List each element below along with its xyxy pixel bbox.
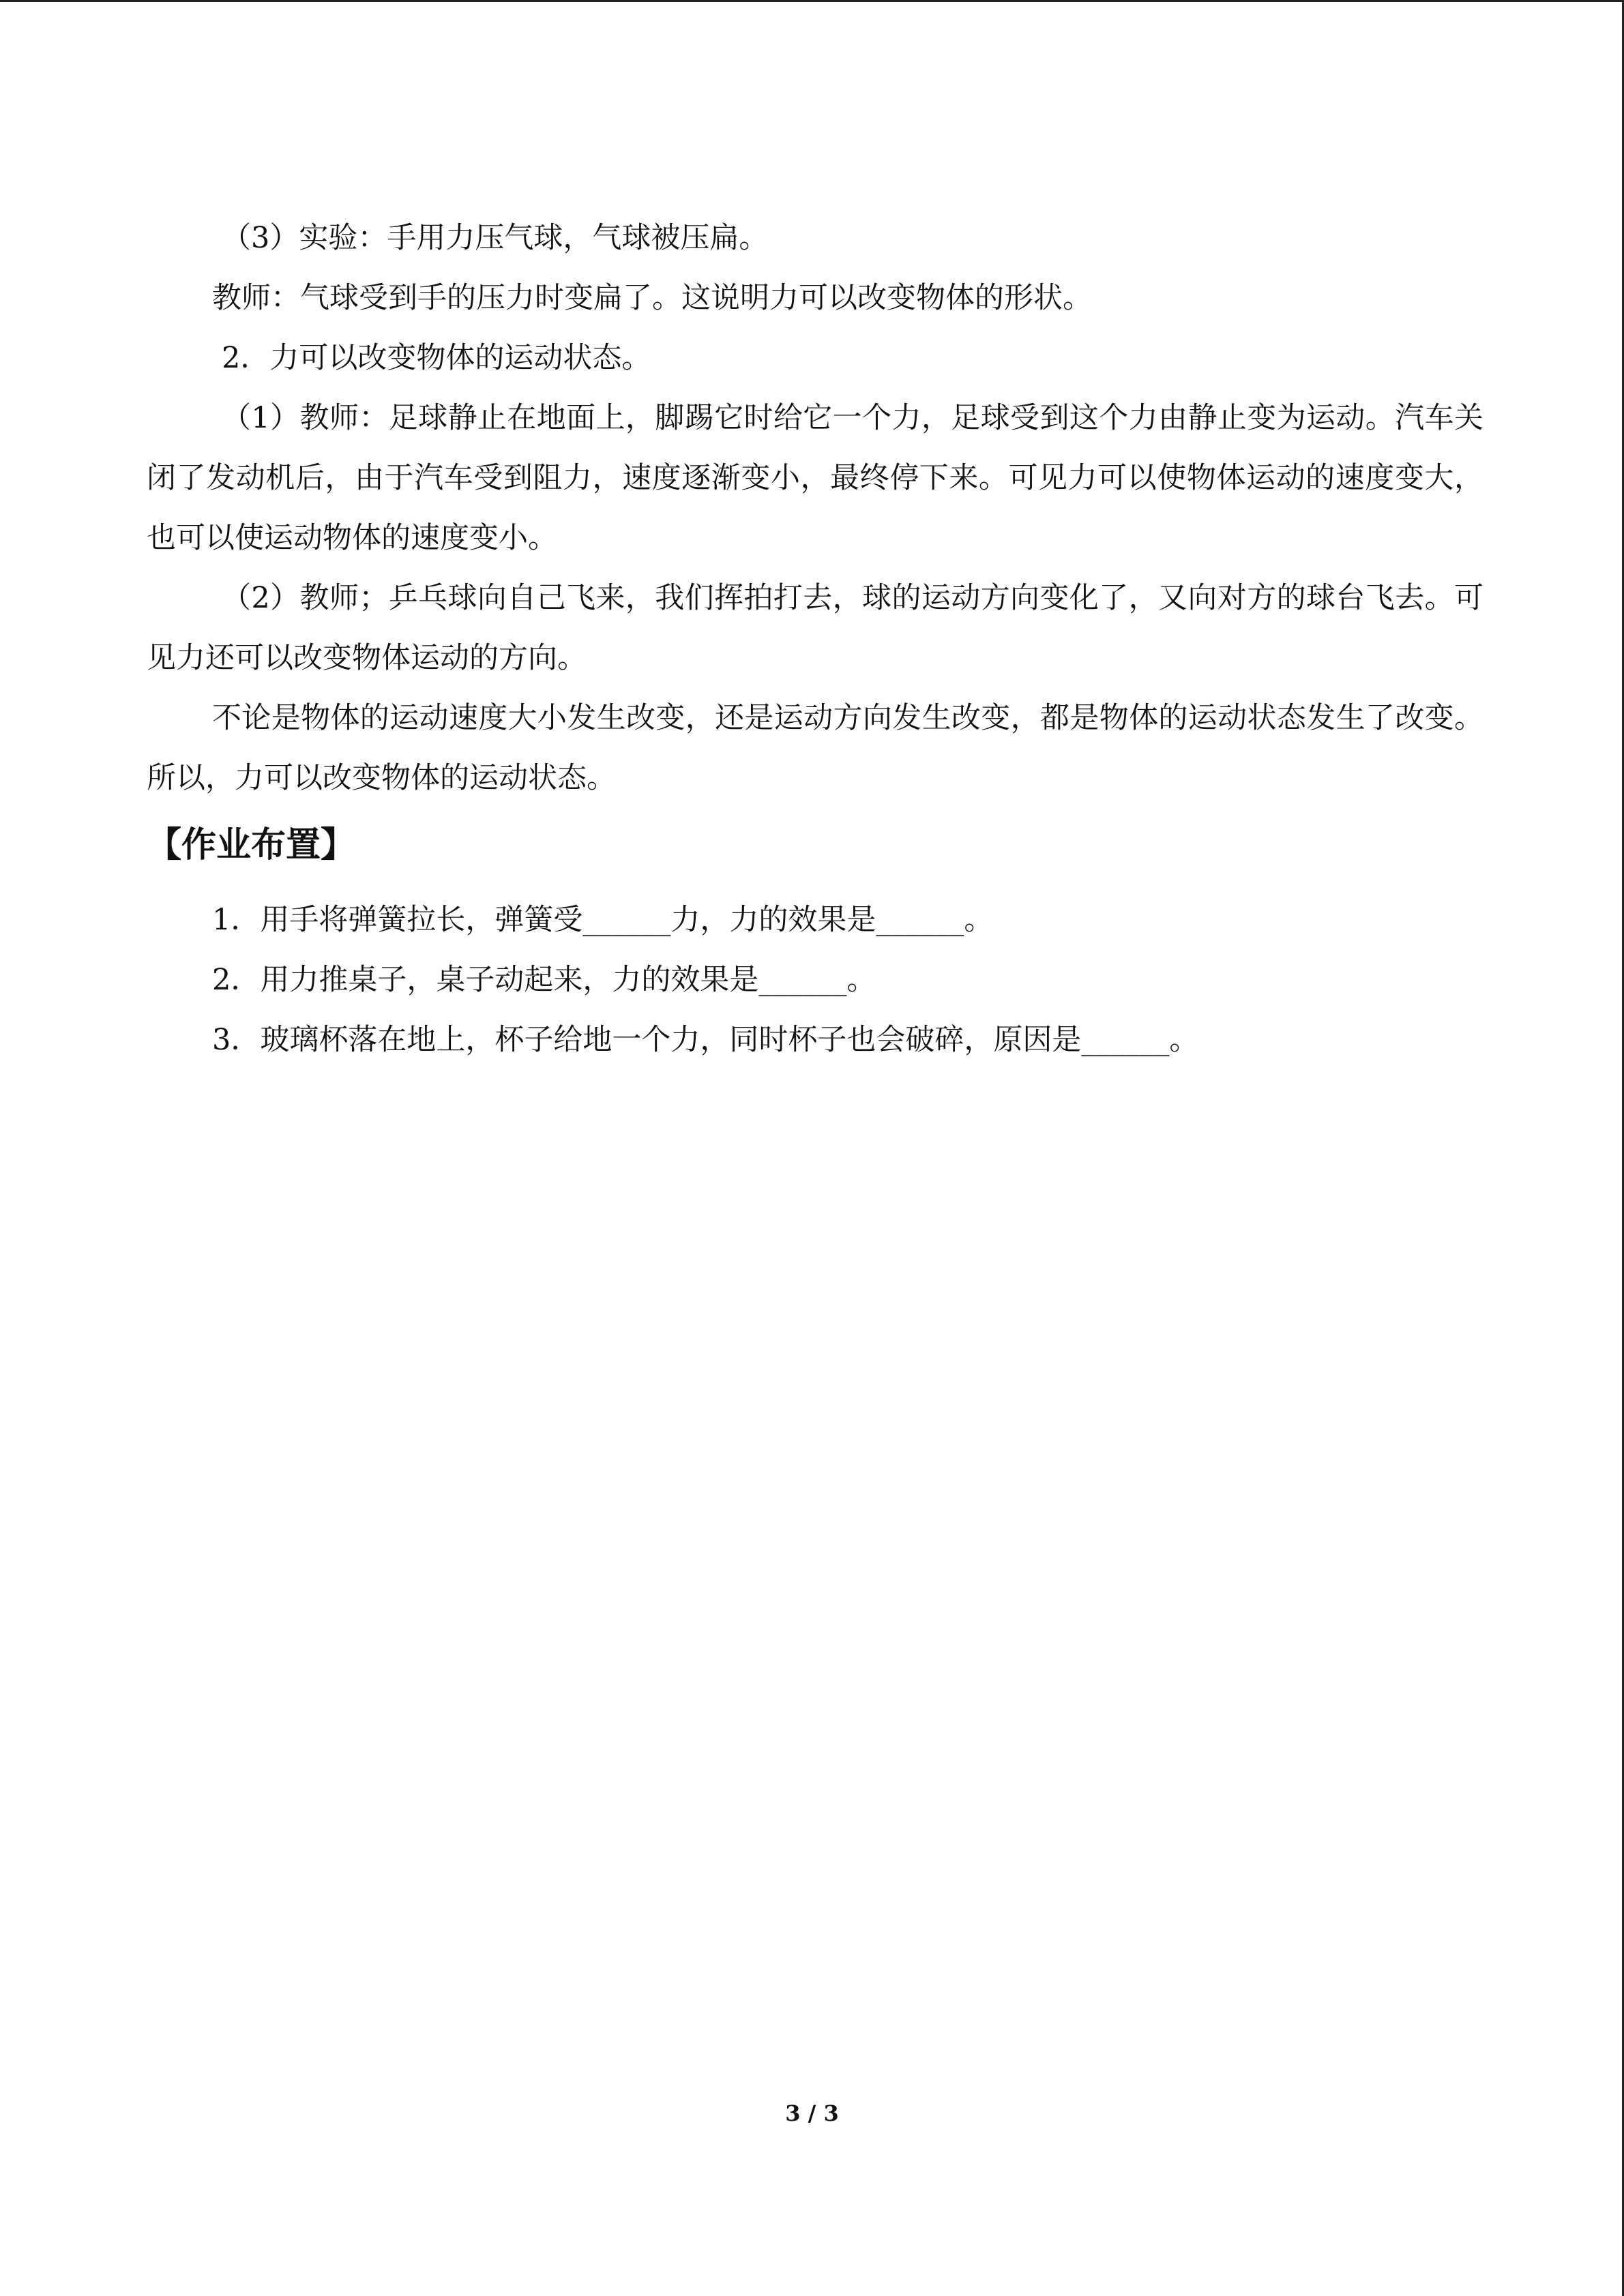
page-border-top [0,0,1624,2]
document-body [147,208,1483,1070]
homework-heading: 【作业布置】 [147,825,356,865]
homework-item-1: 1．用手将弹簧拉长，弹簧受______力，力的效果是______。 [212,903,994,937]
paragraph-teacher-balloon: 教师：气球受到手的压力时变扁了。这说明力可以改变物体的形状。 [212,281,1092,315]
paragraph-teacher-pingpong: （2）教师；乒乓球向自己飞来，我们挥拍打去，球的运动方向变化了，又向对方的球台飞去。可见力还可以改变物体运动的方向。 [147,581,1483,675]
paragraph-conclusion: 不论是物体的运动速度大小发生改变，还是运动方向发生改变，都是物体的运动状态发生了改变。所以，力可以改变物体的运动状态。 [147,701,1483,795]
paragraph-experiment-3: （3）实验：手用力压气球，气球被压扁。 [222,221,769,255]
paragraph-point-2: 2．力可以改变物体的运动状态。 [222,341,651,375]
paragraph-teacher-football: （1）教师：足球静止在地面上，脚踢它时给它一个力，足球受到这个力由静止变为运动。汽车关闭了发动机后，由于汽车受到阻力，速度逐渐变小，最终停下来。可见力可以使物体运动的速度变大，也可以使运动物体的速度变小。 [147,401,1483,555]
page-number: 3 / 3 [785,2100,839,2126]
homework-item-3: 3．玻璃杯落在地上，杯子给地一个力，同时杯子也会破碎，原因是______。 [212,1023,1199,1057]
homework-item-2: 2．用力推桌子，桌子动起来，力的效果是______。 [212,963,876,997]
